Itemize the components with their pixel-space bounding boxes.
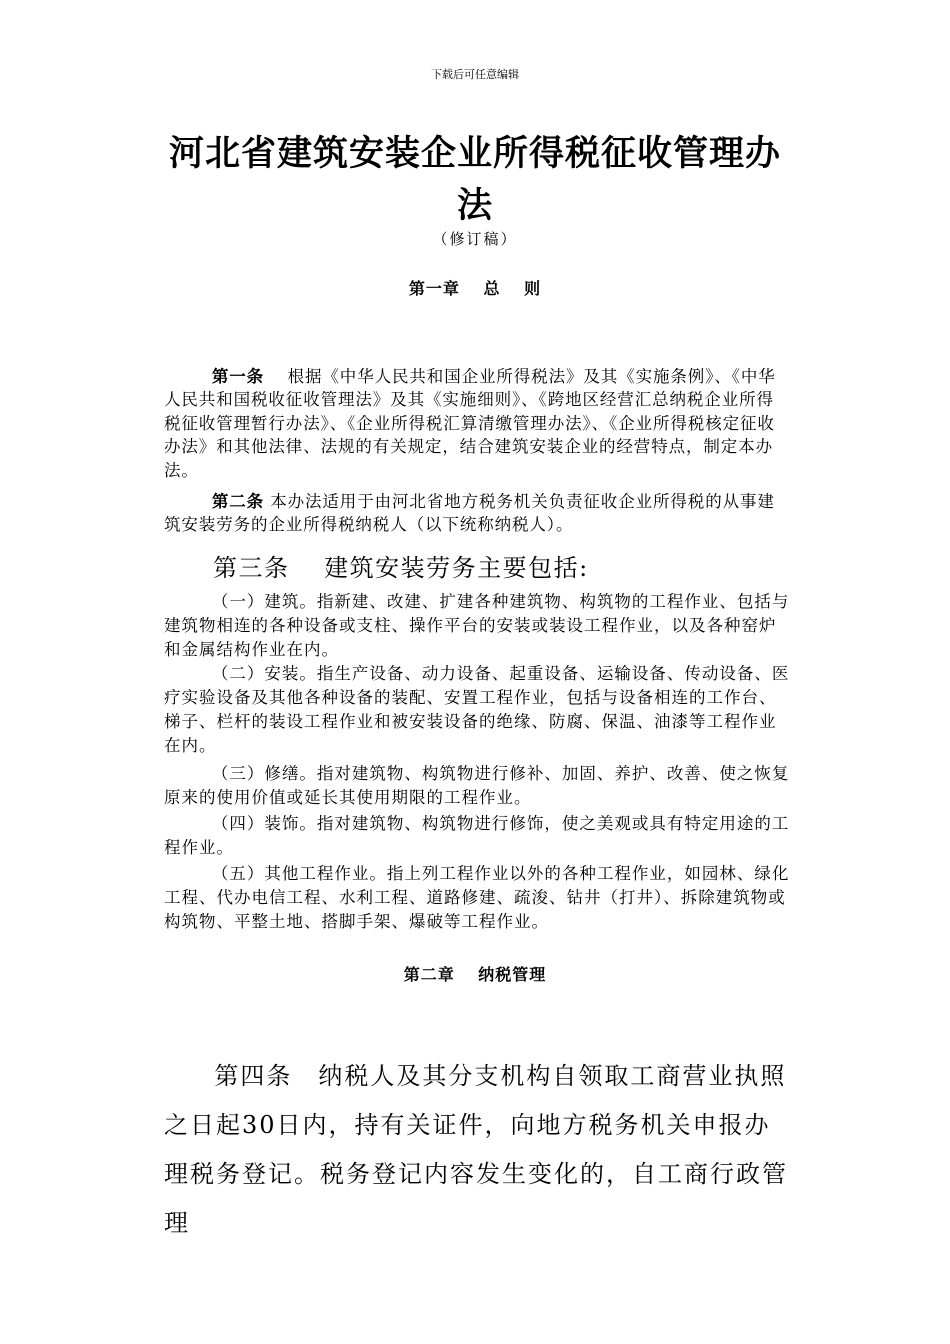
article-1-text: 根据《中华人民共和国企业所得税法》及其《实施条例》、《中华人民共和国税收征收管理法》及其《实施细则》、《跨地区经营汇总纳税企业所得税征收管理暂行办法》、《企业所得税汇算清缴管理办法》、《企业所得税核定征收办法》和其他法律、法规的有关规定，结合建筑安装企业的经营特点，制定本办法。 (164, 367, 776, 480)
header-note: 下载后可任意编辑 (431, 68, 519, 81)
list-item: （三）修缮。指对建筑物、构筑物进行修补、加固、养护、改善、使之恢复原来的使用价值或延长其使用期限的工程作业。 (164, 764, 790, 807)
list-item: （四）装饰。指对建筑物、构筑物进行修饰，使之美观或具有特定用途的工程作业。 (164, 814, 790, 857)
article-2-text: 本办法适用于由河北省地方税务机关负责征收企业所得税的从事建筑安装劳务的企业所得税纳税人（以下统称纳税人）。 (164, 492, 775, 535)
article-1-label: 第一条 (211, 367, 265, 386)
document-title: 河北省建筑安装企业所得税征收管理办法 (168, 134, 781, 226)
article-2 (164, 490, 790, 537)
list-item: （五）其他工程作业。指上列工程作业以外的各种工程作业，如园林、绿化工程、代办电信工程、水利工程、道路修建、疏浚、钻井（打井）、拆除建筑物或构筑物、平整土地、搭脚手架、爆破等工程作业。 (164, 864, 790, 931)
article-3-heading: 第三条 建筑安装劳务主要包括: (213, 554, 589, 582)
article-2-label: 第二条 (211, 492, 265, 511)
list-item: （二）安装。指生产设备、动力设备、起重设备、运输设备、传动设备、医疗实验设备及其他各种设备的装配、安置工程作业，包括与设备相连的工作台、梯子、栏杆的装设工程作业和被安装设备的绝缘、防腐、保温、油漆等工程作业在内。 (164, 664, 790, 755)
article-1 (164, 365, 790, 482)
list-item: （一）建筑。指新建、改建、扩建各种建筑物、构筑物的工程作业、包括与建筑物相连的各种设备或支柱、操作平台的安装或装设工程作业，以及各种窑炉和金属结构作业在内。 (164, 592, 790, 659)
chapter-2-heading: 第二章 纳税管理 (403, 965, 547, 984)
document-subtitle: （修订稿） (432, 230, 518, 248)
article-4: 第四条 纳税人及其分支机构自领取工商营业执照之日起30日内，持有关证件，向地方税务机关申报办理税务登记。税务登记内容发生变化的，自工商行政管理 (164, 1062, 788, 1237)
chapter-1-heading: 第一章 总 则 (408, 279, 542, 298)
